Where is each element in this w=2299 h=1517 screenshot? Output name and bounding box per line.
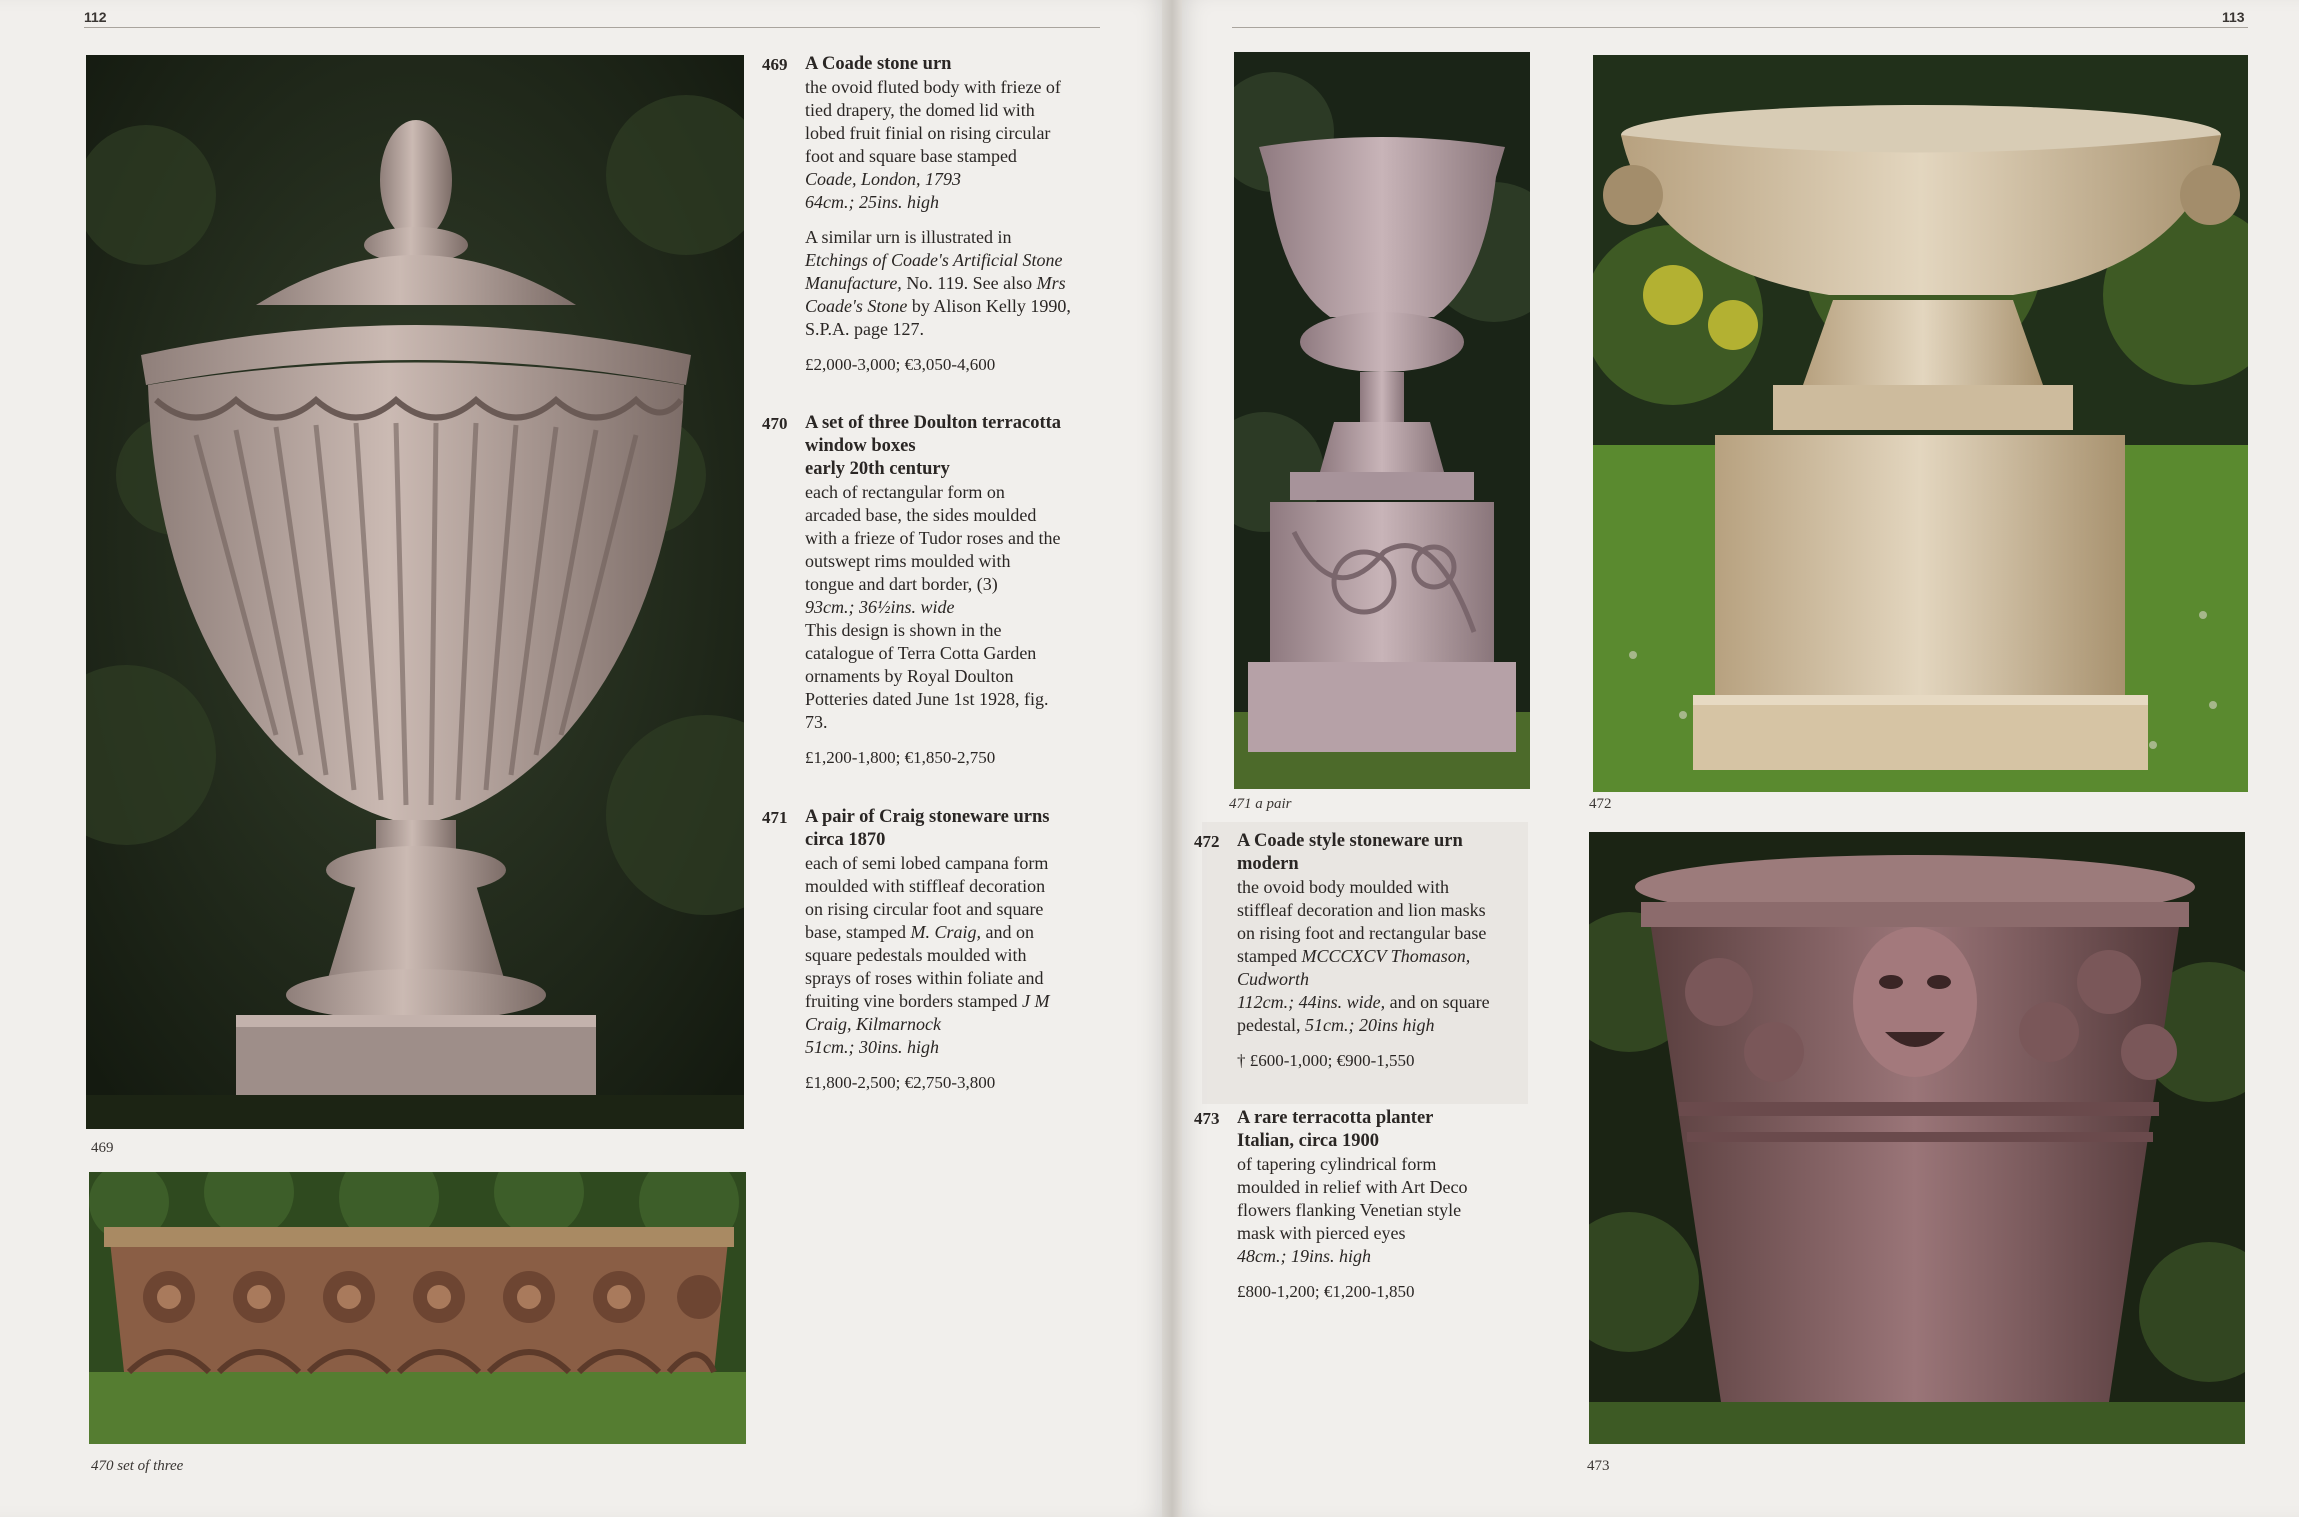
lot-measure-472-pedestal: pedestal, 51cm.; 20ins high bbox=[1237, 1015, 1435, 1035]
lot-date-472: modern bbox=[1237, 854, 1299, 874]
lot-470 bbox=[762, 412, 1102, 769]
lot-stamp-472: Cudworth bbox=[1237, 969, 1310, 989]
photo-lot-471-urn-pair bbox=[1234, 52, 1530, 789]
lot-desc-473-line4: mask with pierced eyes bbox=[1237, 1223, 1406, 1243]
lot-date-470: early 20th century bbox=[805, 459, 950, 479]
lot-estimate-469: £2,000-3,000; €3,050-4,600 bbox=[805, 355, 996, 374]
lot-note-469-line3: Manufacture, No. 119. See also Mrs bbox=[805, 273, 1066, 293]
lot-note-470-line5: 73. bbox=[805, 712, 828, 732]
lot-desc-470-line1: each of rectangular form on bbox=[805, 482, 1005, 502]
lot-date-471: circa 1870 bbox=[805, 830, 886, 850]
lot-desc-472-line4: stamped MCCCXCV Thomason, bbox=[1237, 946, 1471, 966]
lot-desc-471-line1: each of semi lobed campana form bbox=[805, 853, 1049, 873]
caption-470: 470 set of three bbox=[91, 1458, 184, 1474]
lot-number-470: 470 bbox=[762, 414, 788, 433]
lot-date-473: Italian, circa 1900 bbox=[1237, 1131, 1379, 1151]
lot-number-473: 473 bbox=[1194, 1109, 1220, 1128]
lot-measure-469: 64cm.; 25ins. high bbox=[805, 192, 939, 212]
photo-lot-469-urn bbox=[86, 55, 744, 1129]
caption-473: 473 bbox=[1587, 1458, 1610, 1474]
lot-desc-470-line4: outswept rims moulded with bbox=[805, 551, 1011, 571]
page-number-right: 113 bbox=[2222, 9, 2245, 25]
caption-471: 471 a pair bbox=[1229, 796, 1292, 812]
lot-stamp-469: Coade, London, 1793 bbox=[805, 169, 962, 189]
lot-measure-472: 112cm.; 44ins. wide, and on square bbox=[1237, 992, 1490, 1012]
lot-desc-471-line6: sprays of roses within foliate and bbox=[805, 968, 1044, 988]
lot-estimate-473: £800-1,200; €1,200-1,850 bbox=[1237, 1282, 1415, 1301]
photo-lot-472-urn-plinth bbox=[1593, 55, 2248, 792]
lot-472 bbox=[1194, 830, 1534, 1072]
lot-title-473: A rare terracotta planter bbox=[1237, 1108, 1434, 1128]
lot-note-469-line1: A similar urn is illustrated in bbox=[805, 227, 1012, 247]
lot-number-469: 469 bbox=[762, 55, 788, 74]
lot-desc-469-line4: foot and square base stamped bbox=[805, 146, 1017, 166]
page-number-left: 112 bbox=[84, 9, 107, 25]
lot-desc-473-line1: of tapering cylindrical form bbox=[1237, 1154, 1437, 1174]
photo-lot-473-planter bbox=[1589, 832, 2245, 1444]
lot-title-469: A Coade stone urn bbox=[805, 54, 952, 74]
lot-note-469-line5: S.P.A. page 127. bbox=[805, 319, 925, 339]
lot-desc-471-line5: square pedestals moulded with bbox=[805, 945, 1027, 965]
lot-estimate-471: £1,800-2,500; €2,750-3,800 bbox=[805, 1073, 996, 1092]
lot-desc-470-line2: arcaded base, the sides moulded bbox=[805, 505, 1037, 525]
caption-472: 472 bbox=[1589, 796, 1612, 812]
lot-desc-469-line2: tied drapery, the domed lid with bbox=[805, 100, 1035, 120]
lot-stamp-471: Craig, Kilmarnock bbox=[805, 1014, 942, 1034]
lot-desc-471-line4: base, stamped M. Craig, and on bbox=[805, 922, 1034, 942]
lot-desc-472-line2: stiffleaf decoration and lion masks bbox=[1237, 900, 1486, 920]
lot-number-472: 472 bbox=[1194, 832, 1220, 851]
lot-title-471: A pair of Craig stoneware urns bbox=[805, 807, 1050, 827]
lot-473 bbox=[1194, 1107, 1534, 1303]
lot-desc-469-line3: lobed fruit finial on rising circular bbox=[805, 123, 1051, 143]
lot-measure-470: 93cm.; 36½ins. wide bbox=[805, 597, 955, 617]
lot-desc-472-line1: the ovoid body moulded with bbox=[1237, 877, 1449, 897]
lot-note-470-line1: This design is shown in the bbox=[805, 620, 1002, 640]
lot-469 bbox=[762, 53, 1102, 376]
lot-estimate-472: † £600-1,000; €900-1,550 bbox=[1237, 1051, 1415, 1070]
caption-469: 469 bbox=[91, 1140, 114, 1156]
lot-note-469-line4: Coade's Stone by Alison Kelly 1990, bbox=[805, 296, 1071, 316]
lot-number-471: 471 bbox=[762, 808, 788, 827]
lot-estimate-470: £1,200-1,800; €1,850-2,750 bbox=[805, 748, 996, 767]
lot-desc-473-line2: moulded in relief with Art Deco bbox=[1237, 1177, 1468, 1197]
lot-desc-470-line5: tongue and dart border, (3) bbox=[805, 574, 998, 594]
lot-desc-471-line3: on rising circular foot and square bbox=[805, 899, 1044, 919]
photo-lot-470-window-box bbox=[89, 1172, 746, 1444]
lot-measure-473: 48cm.; 19ins. high bbox=[1237, 1246, 1371, 1266]
lot-471 bbox=[762, 806, 1102, 1094]
lot-note-469-line2: Etchings of Coade's Artificial Stone bbox=[805, 250, 1063, 270]
book-gutter bbox=[1162, 0, 1182, 1517]
lot-title-470-line2: window boxes bbox=[805, 436, 916, 456]
lot-measure-471: 51cm.; 30ins. high bbox=[805, 1037, 939, 1057]
lot-desc-469-line1: the ovoid fluted body with frieze of bbox=[805, 77, 1061, 97]
lot-desc-471-line2: moulded with stiffleaf decoration bbox=[805, 876, 1046, 896]
lot-desc-473-line3: flowers flanking Venetian style bbox=[1237, 1200, 1462, 1220]
header-rule-right bbox=[1232, 27, 2248, 28]
header-rule-left bbox=[84, 27, 1100, 28]
lot-note-470-line4: Potteries dated June 1st 1928, fig. bbox=[805, 689, 1049, 709]
lot-title-470-line1: A set of three Doulton terracotta bbox=[805, 413, 1062, 433]
lot-desc-470-line3: with a frieze of Tudor roses and the bbox=[805, 528, 1061, 548]
lot-note-470-line3: ornaments by Royal Doulton bbox=[805, 666, 1014, 686]
lot-title-472: A Coade style stoneware urn bbox=[1237, 831, 1463, 851]
lot-desc-471-line7: fruiting vine borders stamped J M bbox=[805, 991, 1050, 1011]
lot-note-470-line2: catalogue of Terra Cotta Garden bbox=[805, 643, 1037, 663]
lot-desc-472-line3: on rising foot and rectangular base bbox=[1237, 923, 1487, 943]
